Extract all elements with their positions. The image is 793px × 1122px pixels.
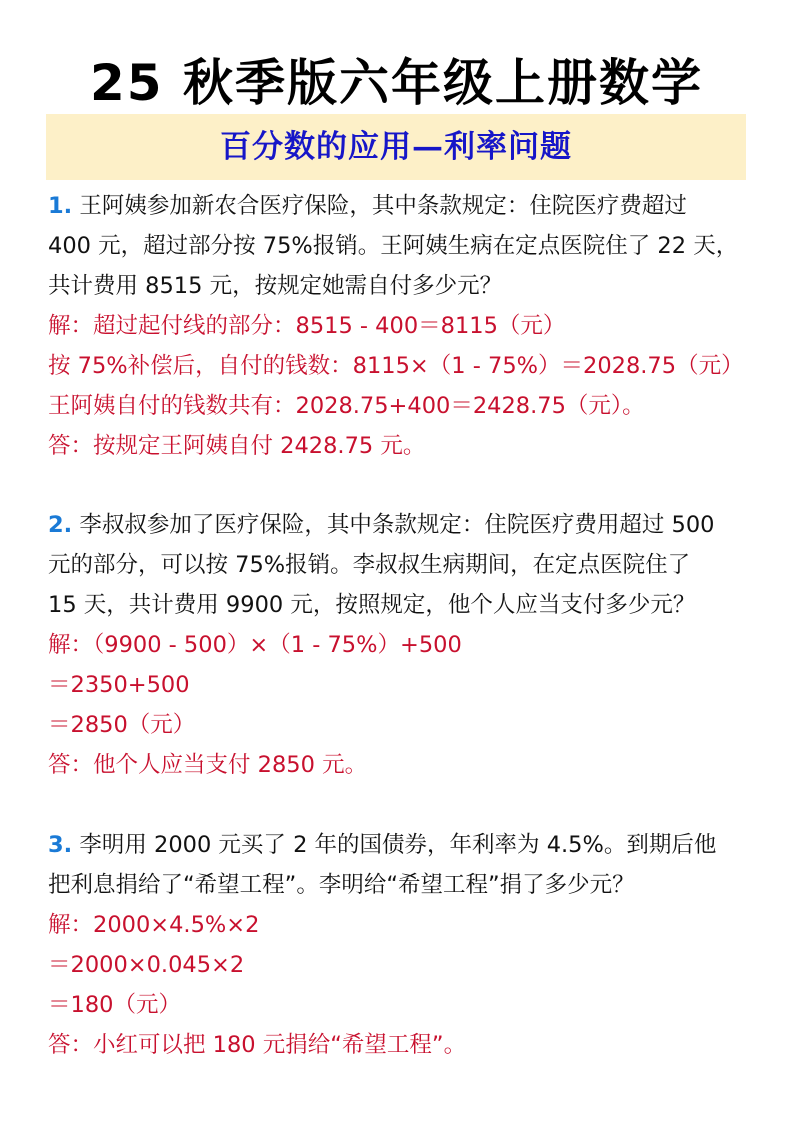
question-line: 元的部分，可以按 75%报销。李叔叔生病期间，在定点医院住了 [48, 552, 691, 578]
question-text: 李叔叔参加了医疗保险，其中条款规定：住院医疗费用超过 500 [79, 512, 715, 538]
solution-line: 按 75%补偿后，自付的钱数：8115×（1 - 75%）＝2028.75（元） [48, 353, 744, 379]
question-line: 把利息捐给了“希望工程”。李明给“希望工程”捐了多少元？ [48, 872, 635, 898]
solution-line: 解：2000×4.5%×2 [48, 912, 260, 938]
solution-line: 王阿姨自付的钱数共有：2028.75+400＝2428.75（元）。 [48, 393, 645, 419]
solution-line: ＝2350+500 [48, 672, 190, 698]
question-text: 李明用 2000 元买了 2 年的国债券，年利率为 4.5%。到期后他 [79, 832, 717, 858]
subtitle-text: 百分数的应用—利率问题 [220, 129, 572, 165]
question-line [48, 186, 748, 226]
problem-number: 3. [48, 832, 73, 858]
solution-line: ＝2000×0.045×2 [48, 952, 245, 978]
problem-number: 1. [48, 193, 73, 219]
answer-line: 答：小红可以把 180 元捐给“希望工程”。 [48, 1032, 467, 1058]
question-line: 共计费用 8515 元，按规定她需自付多少元？ [48, 273, 503, 299]
answer-line: 答：他个人应当支付 2850 元。 [48, 752, 368, 778]
solution-line: ＝2850（元） [48, 712, 196, 738]
problem-3 [48, 825, 748, 1065]
question-line [48, 505, 748, 545]
answer-line: 答：按规定王阿姨自付 2428.75 元。 [48, 433, 426, 459]
problem-number: 2. [48, 512, 73, 538]
question-line: 400 元，超过部分按 75%报销。王阿姨生病在定点医院住了 22 天， [48, 233, 739, 259]
solution-line: 解：超过起付线的部分：8515 - 400＝8115（元） [48, 313, 566, 339]
page-title: 25 秋季版六年级上册数学 [90, 54, 703, 112]
problem-2 [48, 505, 748, 785]
solution-line: ＝180（元） [48, 992, 181, 1018]
subtitle-banner [46, 114, 746, 180]
question-line: 15 天，共计费用 9900 元，按照规定，他个人应当支付多少元？ [48, 592, 696, 618]
solution-line: 解：（9900 - 500）×（1 - 75%）+500 [48, 632, 462, 658]
question-line [48, 825, 748, 865]
question-text: 王阿姨参加新农合医疗保险，其中条款规定：住院医疗费超过 [79, 193, 687, 219]
problem-1 [48, 186, 748, 466]
